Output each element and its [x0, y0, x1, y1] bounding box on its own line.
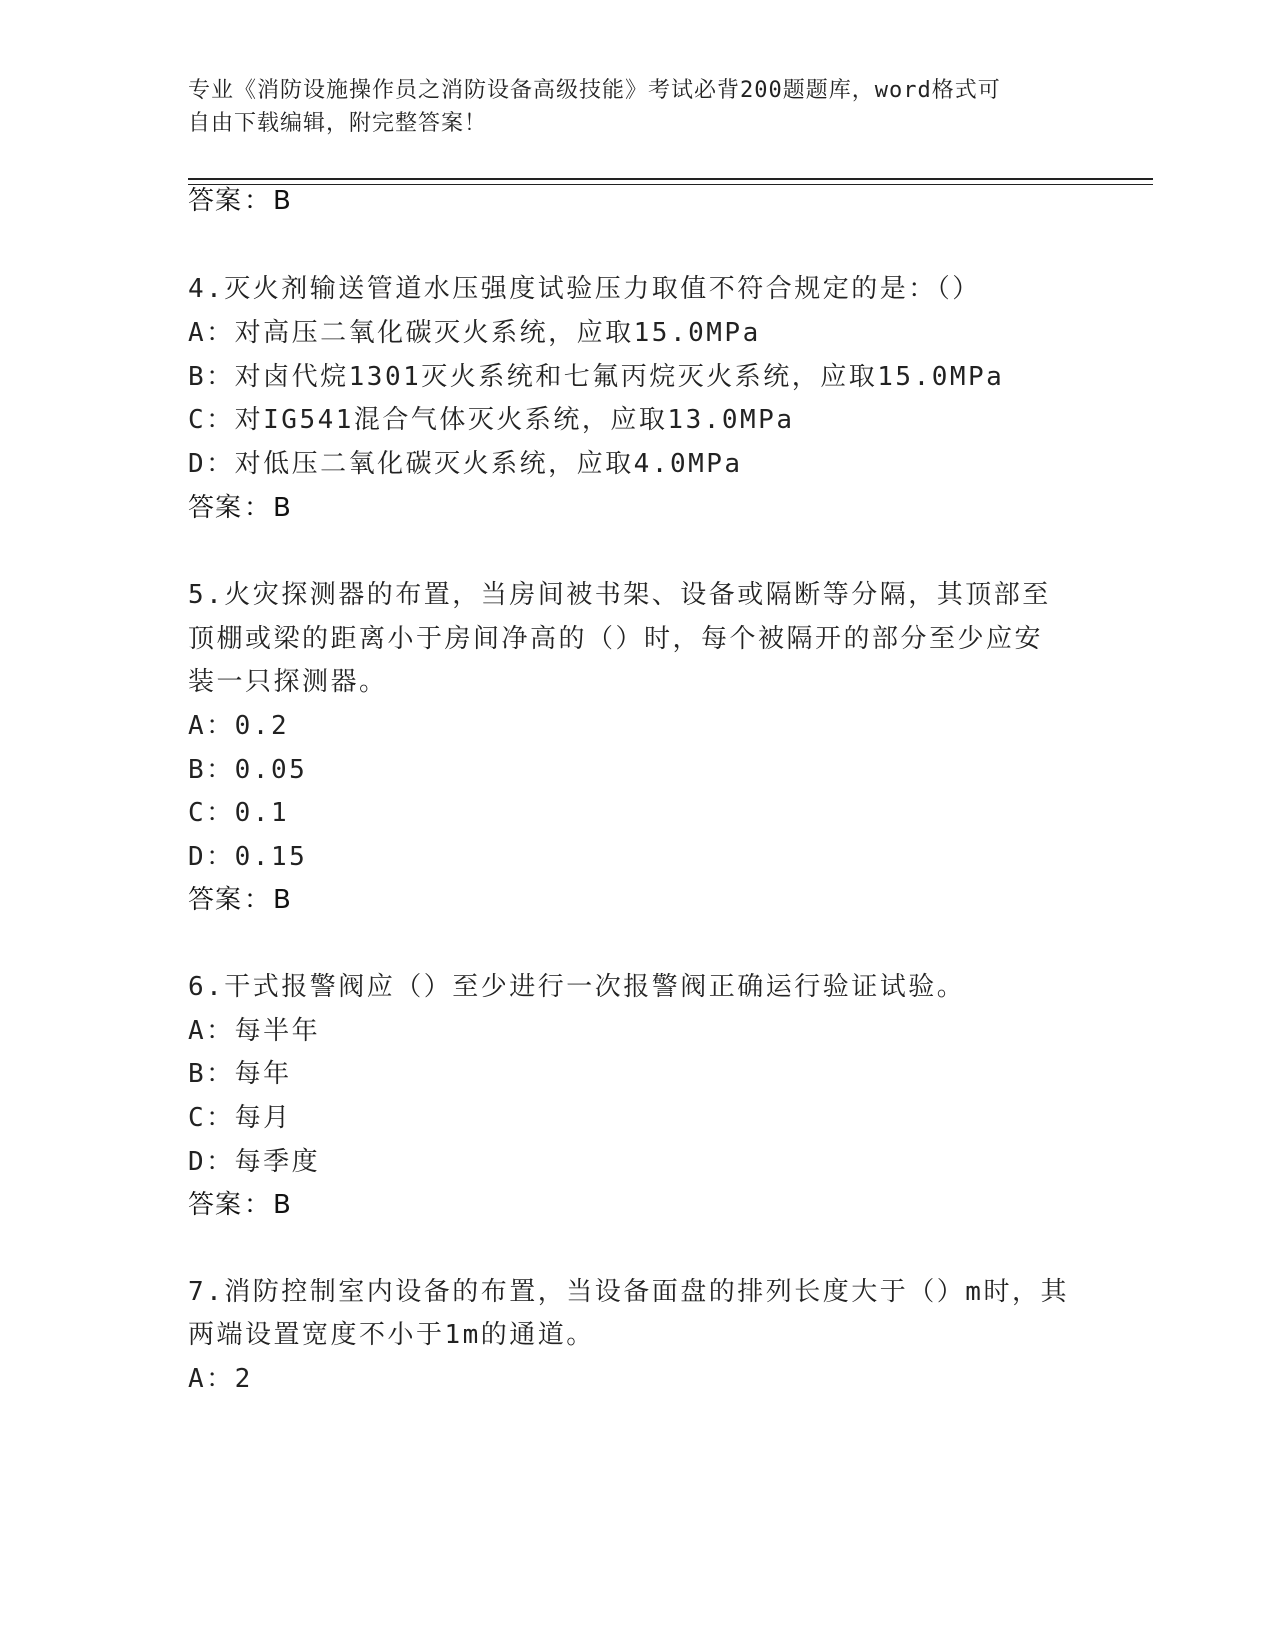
- question-4-option-b: B：对卤代烷1301灭火系统和七氟丙烷灭火系统，应取15.0MPa: [188, 362, 1005, 392]
- answer-value: B: [273, 186, 292, 216]
- answer-label: 答案: [188, 186, 243, 216]
- question-7-option-a: A：2: [188, 1364, 253, 1394]
- answer-line-q5: [188, 885, 292, 915]
- question-5-option-d: D：0.15: [188, 842, 308, 872]
- question-6-option-a: A：每半年: [188, 1016, 321, 1046]
- question-6-option-c: C：每月: [188, 1103, 292, 1133]
- answer-line-q3: [188, 186, 292, 216]
- answer-value: B: [273, 1190, 292, 1220]
- question-4-option-d: D：对低压二氧化碳灭火系统，应取4.0MPa: [188, 449, 743, 479]
- header-rule-thick: [188, 178, 1153, 180]
- question-7-stem-line-2: 两端设置宽度不小于1m的通道。: [188, 1320, 595, 1350]
- document-header: [188, 74, 1068, 140]
- question-5-option-a: A：0.2: [188, 711, 290, 741]
- question-6-option-b: B：每年: [188, 1059, 292, 1089]
- question-5-stem-line-2: 顶棚或梁的距离小于房间净高的（）时，每个被隔开的部分至少应安: [188, 624, 1044, 654]
- question-4-option-a: A：对高压二氧化碳灭火系统，应取15.0MPa: [188, 318, 761, 348]
- answer-value: B: [273, 885, 292, 915]
- question-6-stem: 6.干式报警阀应（）至少进行一次报警阀正确运行验证试验。: [188, 972, 966, 1002]
- question-6-option-d: D：每季度: [188, 1147, 321, 1177]
- answer-label: 答案: [188, 493, 243, 523]
- header-rule-thin: [188, 184, 1153, 185]
- question-5-stem-line-3: 装一只探测器。: [188, 667, 388, 697]
- answer-value: B: [273, 493, 292, 523]
- question-5-stem-line-1: 5.火灾探测器的布置，当房间被书架、设备或隔断等分隔，其顶部至: [188, 580, 1051, 610]
- header-line-2: 自由下载编辑，附完整答案！: [188, 111, 488, 136]
- answer-line-q6: [188, 1190, 292, 1220]
- question-5-option-b: B：0.05: [188, 755, 308, 785]
- question-4-option-c: C：对IG541混合气体灭火系统，应取13.0MPa: [188, 405, 795, 435]
- question-5-option-c: C：0.1: [188, 798, 290, 828]
- answer-colon: ：: [244, 885, 272, 915]
- answer-label: 答案: [188, 1190, 243, 1220]
- answer-colon: ：: [244, 1190, 272, 1220]
- answer-line-q4: [188, 493, 292, 523]
- answer-colon: ：: [244, 493, 272, 523]
- header-line-1: 专业《消防设施操作员之消防设备高级技能》考试必背200题题库，word格式可: [188, 78, 1001, 103]
- question-4-stem: 4.灭火剂输送管道水压强度试验压力取值不符合规定的是：（）: [188, 274, 981, 304]
- question-7-stem-line-1: 7.消防控制室内设备的布置，当设备面盘的排列长度大于（）m时，其: [188, 1277, 1069, 1307]
- answer-label: 答案: [188, 885, 243, 915]
- answer-colon: ：: [244, 186, 272, 216]
